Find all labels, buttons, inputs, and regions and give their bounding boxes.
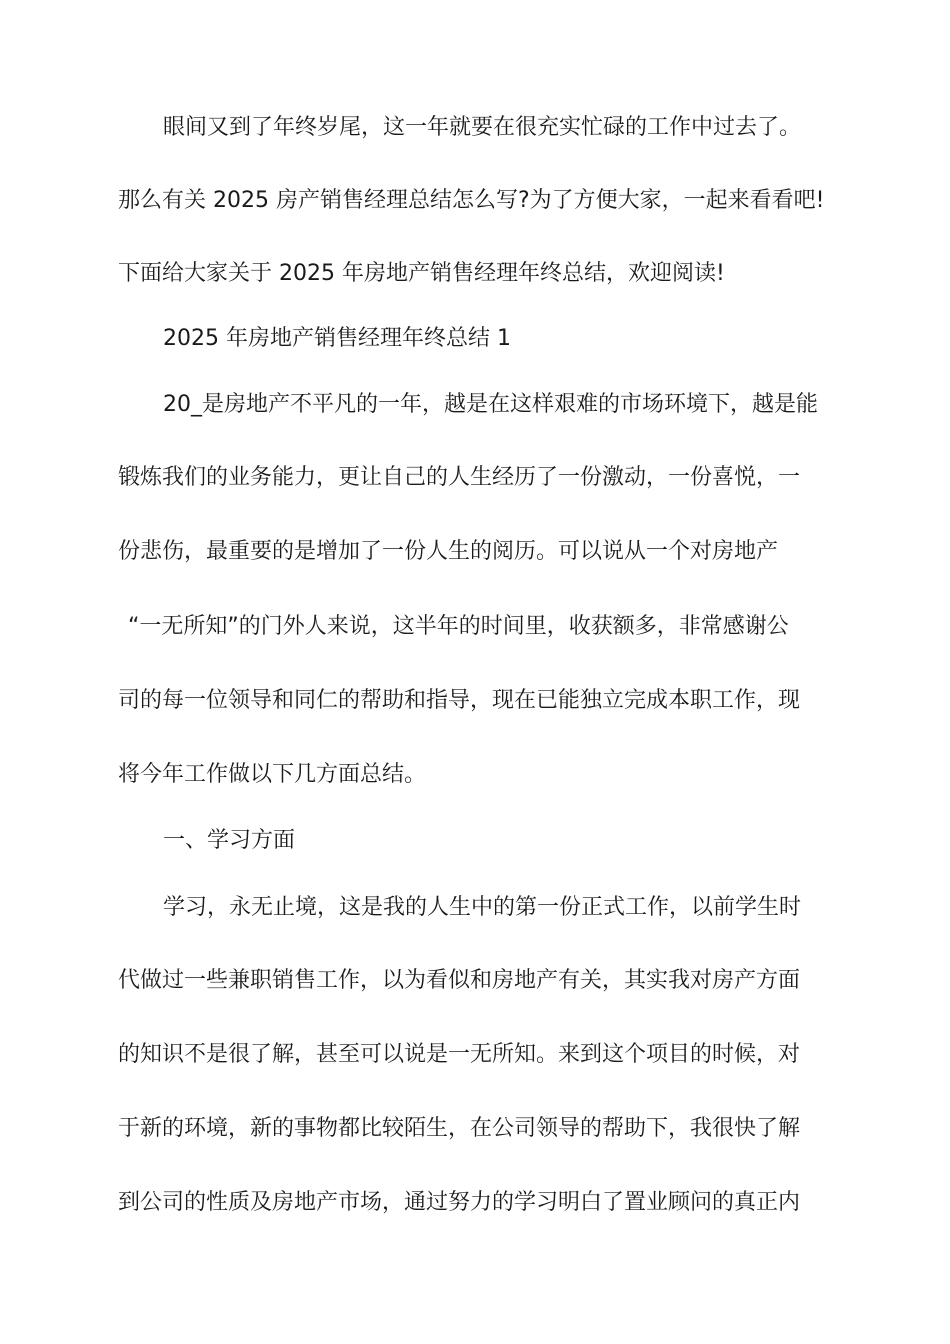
intro-line-3: 下面给大家关于 2025 年房地产销售经理年终总结，欢迎阅读! [118, 261, 725, 286]
paragraph-2-line-2: 代做过一些兼职销售工作，以为看似和房地产有关，其实我对房产方面 [118, 968, 801, 993]
intro-line-2: 那么有关 2025 房产销售经理总结怎么写?为了方便大家，一起来看看吧! [118, 188, 825, 213]
intro-line-1: 眼间又到了年终岁尾，这一年就要在很充实忙碌的工作中过去了。 [163, 115, 802, 140]
section-heading: 2025 年房地产销售经理年终总结 1 [163, 326, 511, 351]
paragraph-2-line-4: 于新的环境，新的事物都比较陌生，在公司领导的帮助下，我很快了解 [118, 1116, 801, 1141]
paragraph-1-line-6: 将今年工作做以下几方面总结。 [118, 762, 427, 787]
paragraph-2-line-3: 的知识不是很了解，甚至可以说是一无所知。来到这个项目的时候，对 [118, 1042, 801, 1067]
paragraph-1-line-2: 锻炼我们的业务能力，更让自己的人生经历了一份激动，一份喜悦，一 [118, 465, 801, 490]
paragraph-1-line-3: 份悲伤，最重要的是增加了一份人生的阅历。可以说从一个对房地产 [118, 539, 779, 564]
paragraph-1-line-1: 20_是房地产不平凡的一年，越是在这样艰难的市场环境下，越是能 [163, 392, 818, 417]
paragraph-1-line-4: “一无所知”的门外人来说，这半年的时间里，收获额多，非常感谢公 [128, 614, 789, 639]
subsection-heading: 一、学习方面 [163, 828, 296, 853]
paragraph-1-line-5: 司的每一位领导和同仁的帮助和指导，现在已能独立完成本职工作，现 [118, 688, 801, 713]
paragraph-2-line-1: 学习，永无止境，这是我的人生中的第一份正式工作，以前学生时 [163, 895, 802, 920]
paragraph-2-line-5: 到公司的性质及房地产市场，通过努力的学习明白了置业顾问的真正内 [118, 1190, 801, 1215]
